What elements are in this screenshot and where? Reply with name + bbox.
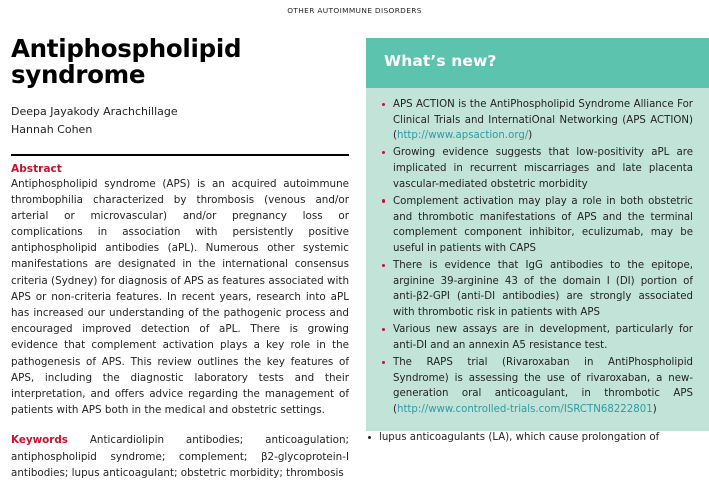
whats-new-item-text-tail: ) xyxy=(652,403,657,415)
whats-new-item-text: Various new assays are in development, particularly for anti-DI and an annexin A5 resistance test. xyxy=(393,324,693,351)
divider xyxy=(11,154,349,156)
page-title: Antiphospholipid syndrome xyxy=(11,34,242,90)
whats-new-item-text: APS ACTION is the AntiPhospholipid Syndrome Alliance For Clinical Trials and InternatiOnal Networking (APS ACTION) ( xyxy=(393,99,693,142)
external-link[interactable]: http://www.apsaction.org/ xyxy=(396,130,529,142)
abstract-body: Antiphospholipid syndrome (APS) is an acquired autoimmune thrombophilia characterized by thrombosis (venous and/or arterial or microvascular) and/or pregnancy loss or complications in association with persistently positive antiphospholipid antibodies (aPL). Numerous other systemic manifestations are designated in the international consensus criteria (Sydney) for diagnosis of APS as features associated with APS or non-criteria features. In recent years, research into aPL has increased our understanding of the pathogenic process and encouraged improved detection of aPL. There is growing evidence that complement activation plays a key role in the pathogenesis of APS. This review outlines the key features of APS, including the diagnostic laboratory tests and their interpretation, and offers advice regarding the management of patients with APS both in the medical and obstetric settings. xyxy=(11,177,349,417)
whats-new-title: What’s new? xyxy=(384,52,497,70)
whats-new-body xyxy=(366,88,709,431)
keywords-label: Keywords xyxy=(11,434,68,447)
author-name-1: Deepa Jayakody Arachchillage xyxy=(11,104,178,118)
whats-new-item xyxy=(380,322,693,353)
whats-new-item xyxy=(380,145,693,192)
whats-new-item-text: There is evidence that IgG antibodies to the epitope, arginine 39-arginine 43 of the domain I (DI) portion of anti-β2-GPI (anti-DI antibodies) are strongly associated with thrombotic risk in patients with APS xyxy=(393,260,693,319)
author-name-2: Hannah Cohen xyxy=(11,122,93,136)
whats-new-item-text: Complement activation may play a role in both obstetric and thrombotic manifestations of APS and the terminal complement component inhibitor, eculizumab, may be useful in patients with CAPS xyxy=(393,195,693,254)
whats-new-box xyxy=(366,38,709,431)
whats-new-item-text: Growing evidence suggests that low-positivity aPL are implicated in recurrent miscarriages and late placenta vascular-mediated obstetric morbidity xyxy=(393,147,693,190)
whats-new-item xyxy=(380,258,693,321)
whats-new-item xyxy=(380,97,693,144)
whats-new-item-text: The RAPS trial (Rivaroxaban in AntiPhospholipid Syndrome) is assessing the use of rivaroxaban, a new-generation oral anticoagulant, in thrombotic APS ( xyxy=(393,357,693,415)
running-head: OTHER AUTOIMMUNE DISORDERS xyxy=(287,6,422,15)
external-link[interactable]: http://www.controlled-trials.com/ISRCTN68222801 xyxy=(396,403,653,415)
keywords-block xyxy=(11,432,349,481)
whats-new-list xyxy=(380,97,693,418)
whats-new-header xyxy=(366,38,709,88)
whats-new-item xyxy=(380,355,693,418)
keywords-text: Anticardiolipin antibodies; anticoagulation; antiphospholipid syndrome; complement; β2-glycoprotein-I antibodies; lupus anticoagulant; obstetric morbidity; thrombosis xyxy=(11,434,349,479)
next-column-preview: lupus anticoagulants (LA), which cause prolongation of xyxy=(366,430,709,446)
abstract-heading: Abstract xyxy=(11,162,62,175)
whats-new-item xyxy=(380,194,693,257)
left-column xyxy=(11,36,349,481)
whats-new-item-text-tail: ) xyxy=(528,130,533,142)
